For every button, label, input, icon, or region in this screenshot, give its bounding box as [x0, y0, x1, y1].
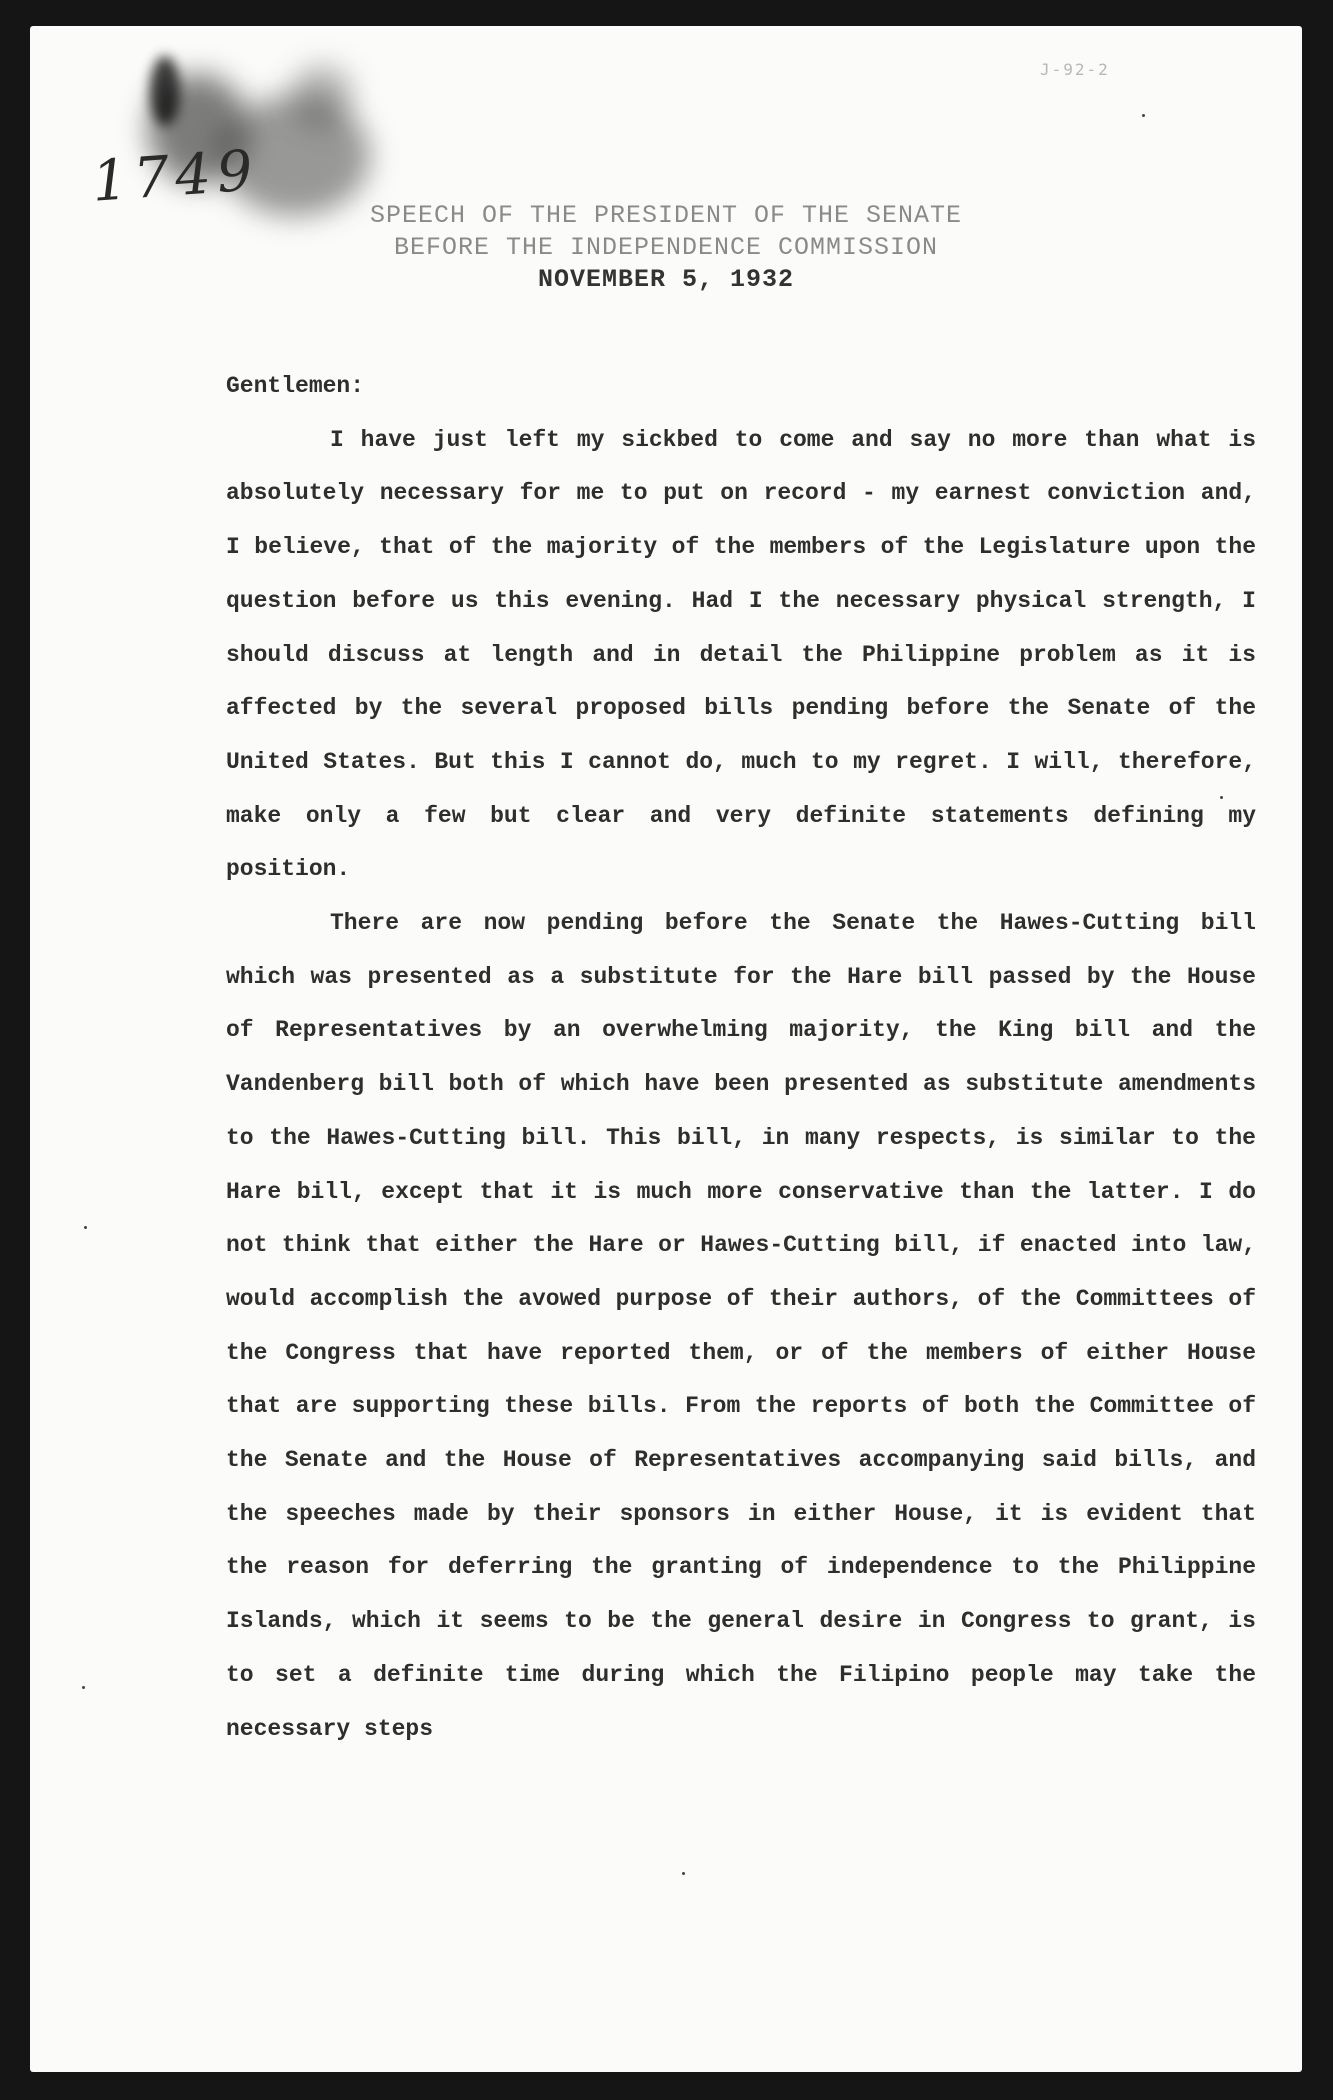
- speck: [82, 1686, 85, 1689]
- document-page: [30, 26, 1302, 2072]
- speck: [682, 1872, 685, 1875]
- speck: [84, 1226, 87, 1229]
- speck: [1142, 114, 1145, 117]
- header-date: NOVEMBER 5, 1932: [537, 265, 795, 294]
- top-archive-mark: J-92-2: [1040, 60, 1110, 79]
- speech-body: [226, 360, 1256, 1756]
- header-subtitle: BEFORE THE INDEPENDENCE COMMISSION: [393, 233, 939, 262]
- ink-smudge: [150, 56, 180, 126]
- paragraph-1: I have just left my sickbed to come and say no more than what is absolutely necessary for me to put on record - my earnest conviction and, I believe, that of the majority of the members of the Legislature upon the question before us this evening. Had I the necessary physical strength, I should discuss at length and in detail the Philippine problem as it is affected by the several proposed bills pending before the Senate of the United States. But this I cannot do, much to my regret. I will, therefore, make only a few but clear and very definite statements defining my position.: [226, 426, 1256, 883]
- document-header: [30, 200, 1302, 296]
- paragraph-2: There are now pending before the Senate the Hawes-Cutting bill which was presented as a substitute for the Hare bill passed by the House of Representatives by an overwhelming majority, the King bill and the Vandenberg bill both of which have been presented as substitute amendments to the Hawes-Cutting bill. This bill, in many respects, is similar to the Hare bill, except that it is much more conservative than the latter. I do not think that either the Hare or Hawes-Cutting bill, if enacted into law, would accomplish the avowed purpose of their authors, of the Committees of the Congress that have reported them, or of the members of either House that are supporting these bills. From the reports of both the Committee of the Senate and the House of Representatives accompanying said bills, and the speeches made by their sponsors in either House, it is evident that the reason for deferring the granting of independence to the Philippine Islands, which it seems to be the general desire in Congress to grant, is to set a definite time during which the Filipino people may take the necessary steps: [226, 910, 1256, 1742]
- handwritten-number: 1749: [89, 138, 261, 215]
- ink-smudge: [292, 66, 352, 126]
- salutation: Gentlemen:: [226, 373, 365, 399]
- header-title: SPEECH OF THE PRESIDENT OF THE SENATE: [369, 201, 963, 230]
